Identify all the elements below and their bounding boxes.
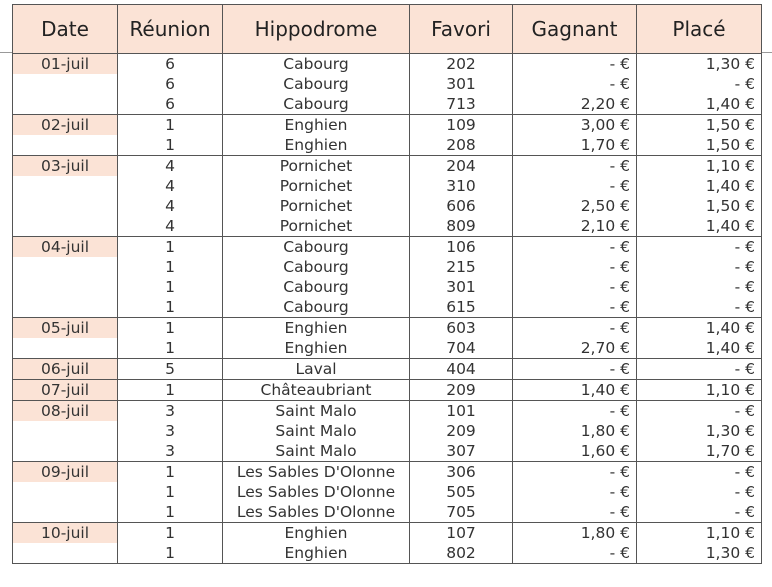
hippodrome-cell[interactable]: Enghien	[223, 115, 410, 136]
table-row	[13, 359, 762, 380]
date-cell[interactable]	[13, 502, 118, 523]
gagnant-cell[interactable]: - €	[513, 54, 637, 75]
gagnant-cell[interactable]: - €	[513, 502, 637, 523]
reunion-cell[interactable]: 1	[118, 543, 223, 564]
gagnant-cell[interactable]: 2,20 €	[513, 94, 637, 115]
reunion-cell[interactable]: 1	[118, 115, 223, 136]
place-cell[interactable]: 1,40 €	[637, 318, 762, 339]
place-cell[interactable]: - €	[637, 237, 762, 258]
favori-cell[interactable]: 615	[410, 297, 513, 318]
date-cell[interactable]: 01-juil	[13, 54, 118, 75]
reunion-cell[interactable]: 4	[118, 176, 223, 196]
table-row	[13, 135, 762, 156]
table-row	[13, 257, 762, 277]
place-cell[interactable]: - €	[637, 401, 762, 422]
gagnant-cell[interactable]: 2,50 €	[513, 196, 637, 216]
favori-cell[interactable]: 705	[410, 502, 513, 523]
place-cell[interactable]: - €	[637, 257, 762, 277]
gagnant-cell[interactable]: - €	[513, 401, 637, 422]
place-cell[interactable]: 1,40 €	[637, 176, 762, 196]
favori-cell[interactable]: 106	[410, 237, 513, 258]
table-row	[13, 54, 762, 75]
hippodrome-cell[interactable]: Cabourg	[223, 257, 410, 277]
table-row	[13, 196, 762, 216]
reunion-cell[interactable]: 1	[118, 277, 223, 297]
table-row	[13, 421, 762, 441]
reunion-cell[interactable]: 1	[118, 380, 223, 401]
table-row	[13, 380, 762, 401]
favori-cell[interactable]: 101	[410, 401, 513, 422]
gagnant-cell[interactable]: - €	[513, 482, 637, 502]
table-row	[13, 156, 762, 177]
hippodrome-cell[interactable]: Pornichet	[223, 156, 410, 177]
place-cell[interactable]: 1,50 €	[637, 115, 762, 136]
place-cell[interactable]: 1,50 €	[637, 135, 762, 156]
reunion-cell[interactable]: 3	[118, 441, 223, 462]
favori-cell[interactable]: 204	[410, 156, 513, 177]
date-cell[interactable]: 03-juil	[13, 156, 118, 177]
reunion-cell[interactable]: 1	[118, 502, 223, 523]
date-cell[interactable]	[13, 441, 118, 462]
favori-cell[interactable]: 307	[410, 441, 513, 462]
reunion-cell[interactable]: 4	[118, 216, 223, 237]
gagnant-cell[interactable]: - €	[513, 318, 637, 339]
date-cell[interactable]	[13, 176, 118, 196]
hippodrome-cell[interactable]: Laval	[223, 359, 410, 380]
header-hippodrome[interactable]: Hippodrome	[223, 5, 410, 54]
favori-cell[interactable]: 713	[410, 94, 513, 115]
date-cell[interactable]: 05-juil	[13, 318, 118, 339]
hippodrome-cell[interactable]: Châteaubriant	[223, 380, 410, 401]
gagnant-cell[interactable]: - €	[513, 297, 637, 318]
gagnant-cell[interactable]: 3,00 €	[513, 115, 637, 136]
place-cell[interactable]: 1,30 €	[637, 543, 762, 564]
date-cell[interactable]	[13, 196, 118, 216]
date-cell[interactable]	[13, 257, 118, 277]
gagnant-cell[interactable]: 1,80 €	[513, 523, 637, 544]
hippodrome-cell[interactable]: Enghien	[223, 523, 410, 544]
gagnant-cell[interactable]: 1,70 €	[513, 135, 637, 156]
table-row	[13, 94, 762, 115]
place-cell[interactable]: - €	[637, 297, 762, 318]
place-cell[interactable]: 1,30 €	[637, 421, 762, 441]
place-cell[interactable]: 1,40 €	[637, 216, 762, 237]
favori-cell[interactable]: 310	[410, 176, 513, 196]
table-row	[13, 523, 762, 544]
hippodrome-cell[interactable]: Les Sables D'Olonne	[223, 462, 410, 483]
header-favori[interactable]: Favori	[410, 5, 513, 54]
place-cell[interactable]: - €	[637, 359, 762, 380]
gagnant-cell[interactable]: - €	[513, 543, 637, 564]
hippodrome-cell[interactable]: Cabourg	[223, 74, 410, 94]
table-row	[13, 338, 762, 359]
table-body	[13, 54, 762, 564]
favori-cell[interactable]: 704	[410, 338, 513, 359]
date-cell[interactable]: 02-juil	[13, 115, 118, 136]
hippodrome-cell[interactable]: Pornichet	[223, 216, 410, 237]
favori-cell[interactable]: 208	[410, 135, 513, 156]
hippodrome-cell[interactable]: Cabourg	[223, 94, 410, 115]
header-reunion[interactable]: Réunion	[118, 5, 223, 54]
table-row	[13, 115, 762, 136]
favori-cell[interactable]: 802	[410, 543, 513, 564]
favori-cell[interactable]: 202	[410, 54, 513, 75]
hippodrome-cell[interactable]: Saint Malo	[223, 441, 410, 462]
header-date[interactable]: Date	[13, 5, 118, 54]
reunion-cell[interactable]: 4	[118, 156, 223, 177]
reunion-cell[interactable]: 3	[118, 401, 223, 422]
date-cell[interactable]	[13, 543, 118, 564]
gagnant-cell[interactable]: - €	[513, 462, 637, 483]
reunion-cell[interactable]: 3	[118, 421, 223, 441]
reunion-cell[interactable]: 6	[118, 94, 223, 115]
date-cell[interactable]	[13, 135, 118, 156]
date-cell[interactable]: 06-juil	[13, 359, 118, 380]
place-cell[interactable]: 1,30 €	[637, 54, 762, 75]
gagnant-cell[interactable]: - €	[513, 277, 637, 297]
reunion-cell[interactable]: 1	[118, 237, 223, 258]
date-cell[interactable]	[13, 297, 118, 318]
favori-cell[interactable]: 209	[410, 421, 513, 441]
place-cell[interactable]: - €	[637, 74, 762, 94]
date-cell[interactable]	[13, 338, 118, 359]
favori-cell[interactable]: 404	[410, 359, 513, 380]
gagnant-cell[interactable]: - €	[513, 359, 637, 380]
table-row	[13, 441, 762, 462]
date-cell[interactable]	[13, 94, 118, 115]
gagnant-cell[interactable]: - €	[513, 74, 637, 94]
hippodrome-cell[interactable]: Cabourg	[223, 277, 410, 297]
favori-cell[interactable]: 301	[410, 74, 513, 94]
gagnant-cell[interactable]: 2,10 €	[513, 216, 637, 237]
hippodrome-cell[interactable]: Enghien	[223, 318, 410, 339]
place-cell[interactable]: - €	[637, 502, 762, 523]
place-cell[interactable]: 1,10 €	[637, 380, 762, 401]
place-cell[interactable]: 1,40 €	[637, 94, 762, 115]
gagnant-cell[interactable]: 2,70 €	[513, 338, 637, 359]
date-cell[interactable]: 04-juil	[13, 237, 118, 258]
place-cell[interactable]: 1,40 €	[637, 338, 762, 359]
table-row	[13, 502, 762, 523]
reunion-cell[interactable]: 1	[118, 482, 223, 502]
reunion-cell[interactable]: 5	[118, 359, 223, 380]
race-results-table	[12, 4, 762, 564]
reunion-cell[interactable]: 6	[118, 54, 223, 75]
table-row	[13, 401, 762, 422]
table-row	[13, 543, 762, 564]
hippodrome-cell[interactable]: Saint Malo	[223, 401, 410, 422]
favori-cell[interactable]: 606	[410, 196, 513, 216]
header-place[interactable]: Placé	[637, 5, 762, 54]
hippodrome-cell[interactable]: Pornichet	[223, 176, 410, 196]
favori-cell[interactable]: 209	[410, 380, 513, 401]
reunion-cell[interactable]: 4	[118, 196, 223, 216]
favori-cell[interactable]: 215	[410, 257, 513, 277]
gridline-right	[761, 52, 772, 53]
gagnant-cell[interactable]: - €	[513, 156, 637, 177]
reunion-cell[interactable]: 1	[118, 257, 223, 277]
table-row	[13, 176, 762, 196]
place-cell[interactable]: - €	[637, 482, 762, 502]
gagnant-cell[interactable]: 1,60 €	[513, 441, 637, 462]
place-cell[interactable]: 1,10 €	[637, 523, 762, 544]
reunion-cell[interactable]: 1	[118, 135, 223, 156]
table-row	[13, 277, 762, 297]
reunion-cell[interactable]: 1	[118, 297, 223, 318]
place-cell[interactable]: - €	[637, 277, 762, 297]
favori-cell[interactable]: 306	[410, 462, 513, 483]
gagnant-cell[interactable]: - €	[513, 257, 637, 277]
date-cell[interactable]	[13, 216, 118, 237]
date-cell[interactable]	[13, 482, 118, 502]
gagnant-cell[interactable]: 1,40 €	[513, 380, 637, 401]
favori-cell[interactable]: 603	[410, 318, 513, 339]
place-cell[interactable]: 1,50 €	[637, 196, 762, 216]
date-cell[interactable]	[13, 421, 118, 441]
date-cell[interactable]: 07-juil	[13, 380, 118, 401]
date-cell[interactable]: 09-juil	[13, 462, 118, 483]
hippodrome-cell[interactable]: Les Sables D'Olonne	[223, 482, 410, 502]
hippodrome-cell[interactable]: Cabourg	[223, 54, 410, 75]
hippodrome-cell[interactable]: Cabourg	[223, 297, 410, 318]
hippodrome-cell[interactable]: Pornichet	[223, 196, 410, 216]
hippodrome-cell[interactable]: Enghien	[223, 338, 410, 359]
favori-cell[interactable]: 301	[410, 277, 513, 297]
reunion-cell[interactable]: 1	[118, 523, 223, 544]
table-row	[13, 462, 762, 483]
gagnant-cell[interactable]: 1,80 €	[513, 421, 637, 441]
reunion-cell[interactable]: 1	[118, 462, 223, 483]
date-cell[interactable]: 10-juil	[13, 523, 118, 544]
hippodrome-cell[interactable]: Enghien	[223, 135, 410, 156]
table-row	[13, 74, 762, 94]
place-cell[interactable]: - €	[637, 462, 762, 483]
reunion-cell[interactable]: 1	[118, 338, 223, 359]
place-cell[interactable]: 1,10 €	[637, 156, 762, 177]
hippodrome-cell[interactable]: Enghien	[223, 543, 410, 564]
reunion-cell[interactable]: 6	[118, 74, 223, 94]
table-row	[13, 237, 762, 258]
favori-cell[interactable]: 107	[410, 523, 513, 544]
table-row	[13, 216, 762, 237]
reunion-cell[interactable]: 1	[118, 318, 223, 339]
date-cell[interactable]: 08-juil	[13, 401, 118, 422]
place-cell[interactable]: 1,70 €	[637, 441, 762, 462]
gridline-left	[0, 52, 12, 53]
favori-cell[interactable]: 109	[410, 115, 513, 136]
header-gagnant[interactable]: Gagnant	[513, 5, 637, 54]
table-row	[13, 318, 762, 339]
date-cell[interactable]	[13, 277, 118, 297]
date-cell[interactable]	[13, 74, 118, 94]
favori-cell[interactable]: 505	[410, 482, 513, 502]
table-row	[13, 297, 762, 318]
favori-cell[interactable]: 809	[410, 216, 513, 237]
hippodrome-cell[interactable]: Saint Malo	[223, 421, 410, 441]
gagnant-cell[interactable]: - €	[513, 176, 637, 196]
table-row	[13, 482, 762, 502]
gagnant-cell[interactable]: - €	[513, 237, 637, 258]
hippodrome-cell[interactable]: Les Sables D'Olonne	[223, 502, 410, 523]
header-row	[13, 5, 762, 54]
hippodrome-cell[interactable]: Cabourg	[223, 237, 410, 258]
